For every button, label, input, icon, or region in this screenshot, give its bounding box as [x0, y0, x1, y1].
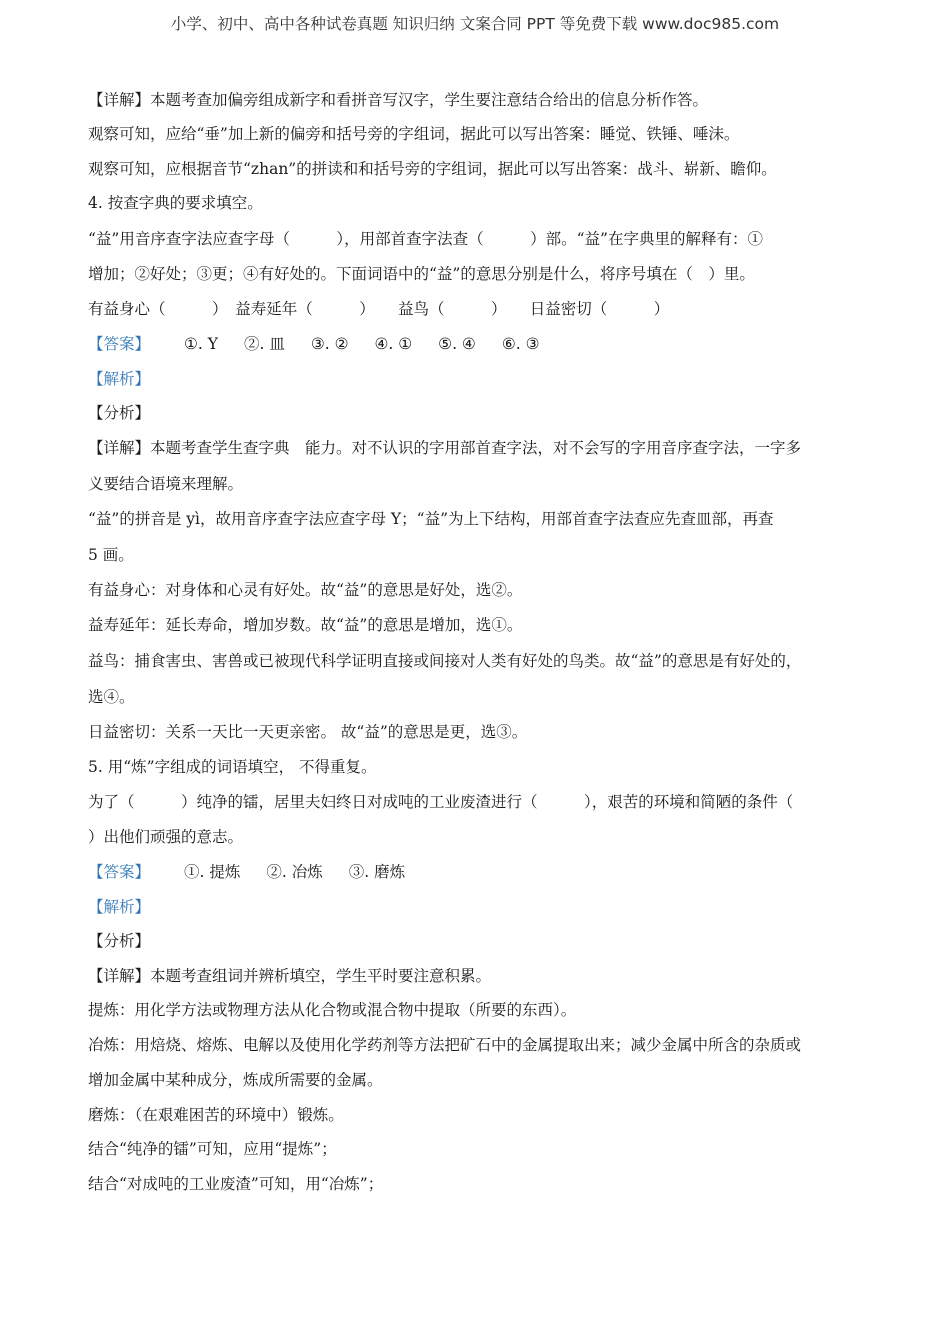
- answer-item: ②. 皿: [244, 335, 285, 353]
- answer-item: ③. 磨炼: [348, 863, 406, 881]
- answer-item: ⑤. ④: [438, 335, 476, 353]
- text-line: 选④。: [88, 688, 135, 706]
- text-line: 为了（ ）纯净的镭，居里夫妇终日对成吨的工业废渣进行（ ），艰苦的环境和简陋的条件（: [88, 793, 794, 811]
- text-line: 结合“对成吨的工业废渣”可知，用“冶炼”；: [88, 1175, 384, 1193]
- text-line: 增加金属中某种成分，炼成所需要的金属。: [88, 1071, 383, 1089]
- answer-item: ③. ②: [310, 335, 349, 353]
- text-line: 有益身心（ ） 益寿延年（ ） 益鸟（ ） 日益密切（ ）: [88, 300, 670, 318]
- answer-line-5: [88, 861, 431, 883]
- text-line: 磨炼：（在艰难困苦的环境中）锻炼。: [88, 1106, 344, 1124]
- answer-label: 【答案】: [88, 335, 151, 353]
- question-4-title: 4. 按查字典的要求填空。: [88, 194, 263, 212]
- text-line: 益鸟：捕食害虫、害兽或已被现代科学证明直接或间接对人类有好处的鸟类。故“益”的意思是有好处的，: [88, 652, 802, 670]
- text-line: “益”的拼音是 yì，故用音序查字法应查字母 Y；“益”为上下结构，用部首查字法查应先查皿部，再查: [88, 510, 774, 528]
- fenxi-label: 【分析】: [88, 404, 151, 422]
- text-line: 义要结合语境来理解。: [88, 475, 244, 493]
- text-line: 【详解】本题考查学生查字典 能力。对不认识的字用部首查字法，对不会写的字用音序查字法，一字多: [88, 439, 802, 457]
- analysis-label: 【解析】: [88, 898, 151, 916]
- text-line: 增加；②好处；③更；④有好处的。下面词语中的“益”的意思分别是什么，将序号填在（ ）里。: [88, 265, 755, 283]
- text-line: 结合“纯净的镭”可知，应用“提炼”；: [88, 1140, 337, 1158]
- answer-label: 【答案】: [88, 863, 151, 881]
- page-header: 小学、初中、高中各种试卷真题 知识归纳 文案合同 PPT 等免费下载 www.doc985.com: [170, 15, 780, 33]
- answer-item: ①. 提炼: [184, 863, 241, 881]
- text-line: 有益身心：对身体和心灵有好处。故“益”的意思是好处，选②。: [88, 581, 523, 599]
- text-line: 日益密切：关系一天比一天更亲密。 故“益”的意思是更，选③。: [88, 723, 528, 741]
- text-line: 冶炼：用焙烧、熔炼、电解以及使用化学药剂等方法把矿石中的金属提取出来；减少金属中所含的杂质或: [88, 1036, 802, 1054]
- answer-item: ①. Y: [184, 335, 218, 353]
- text-line: 观察可知，应根据音节“zhan”的拼读和和括号旁的字组词，据此可以写出答案：战斗、崭新、瞻仰。: [88, 160, 777, 178]
- answer-line-4: [88, 333, 565, 355]
- text-line: 观察可知，应给“垂”加上新的偏旁和括号旁的字组词，据此可以写出答案：睡觉、铁锤、唾沫。: [88, 125, 740, 143]
- text-line: 5 画。: [88, 546, 134, 564]
- answer-item: ④. ①: [374, 335, 413, 353]
- text-line: 【详解】本题考查加偏旁组成新字和看拼音写汉字，学生要注意结合给出的信息分析作答。: [88, 91, 709, 109]
- text-line: 益寿延年：延长寿命，增加岁数。故“益”的意思是增加，选①。: [88, 616, 523, 634]
- fenxi-label: 【分析】: [88, 932, 151, 950]
- text-line: ）出他们顽强的意志。: [88, 828, 244, 846]
- question-5-title: 5. 用“炼”字组成的词语填空， 不得重复。: [88, 758, 377, 776]
- text-line: 【详解】本题考查组词并辨析填空，学生平时要注意积累。: [88, 967, 492, 985]
- answer-item: ⑥. ③: [501, 335, 540, 353]
- analysis-label: 【解析】: [88, 370, 151, 388]
- text-line: “益”用音序查字法应查字母（ ），用部首查字法查（ ）部。“益”在字典里的解释有：①: [88, 230, 763, 248]
- answer-item: ②. 冶炼: [266, 863, 323, 881]
- text-line: 提炼：用化学方法或物理方法从化合物或混合物中提取（所要的东西）。: [88, 1001, 577, 1019]
